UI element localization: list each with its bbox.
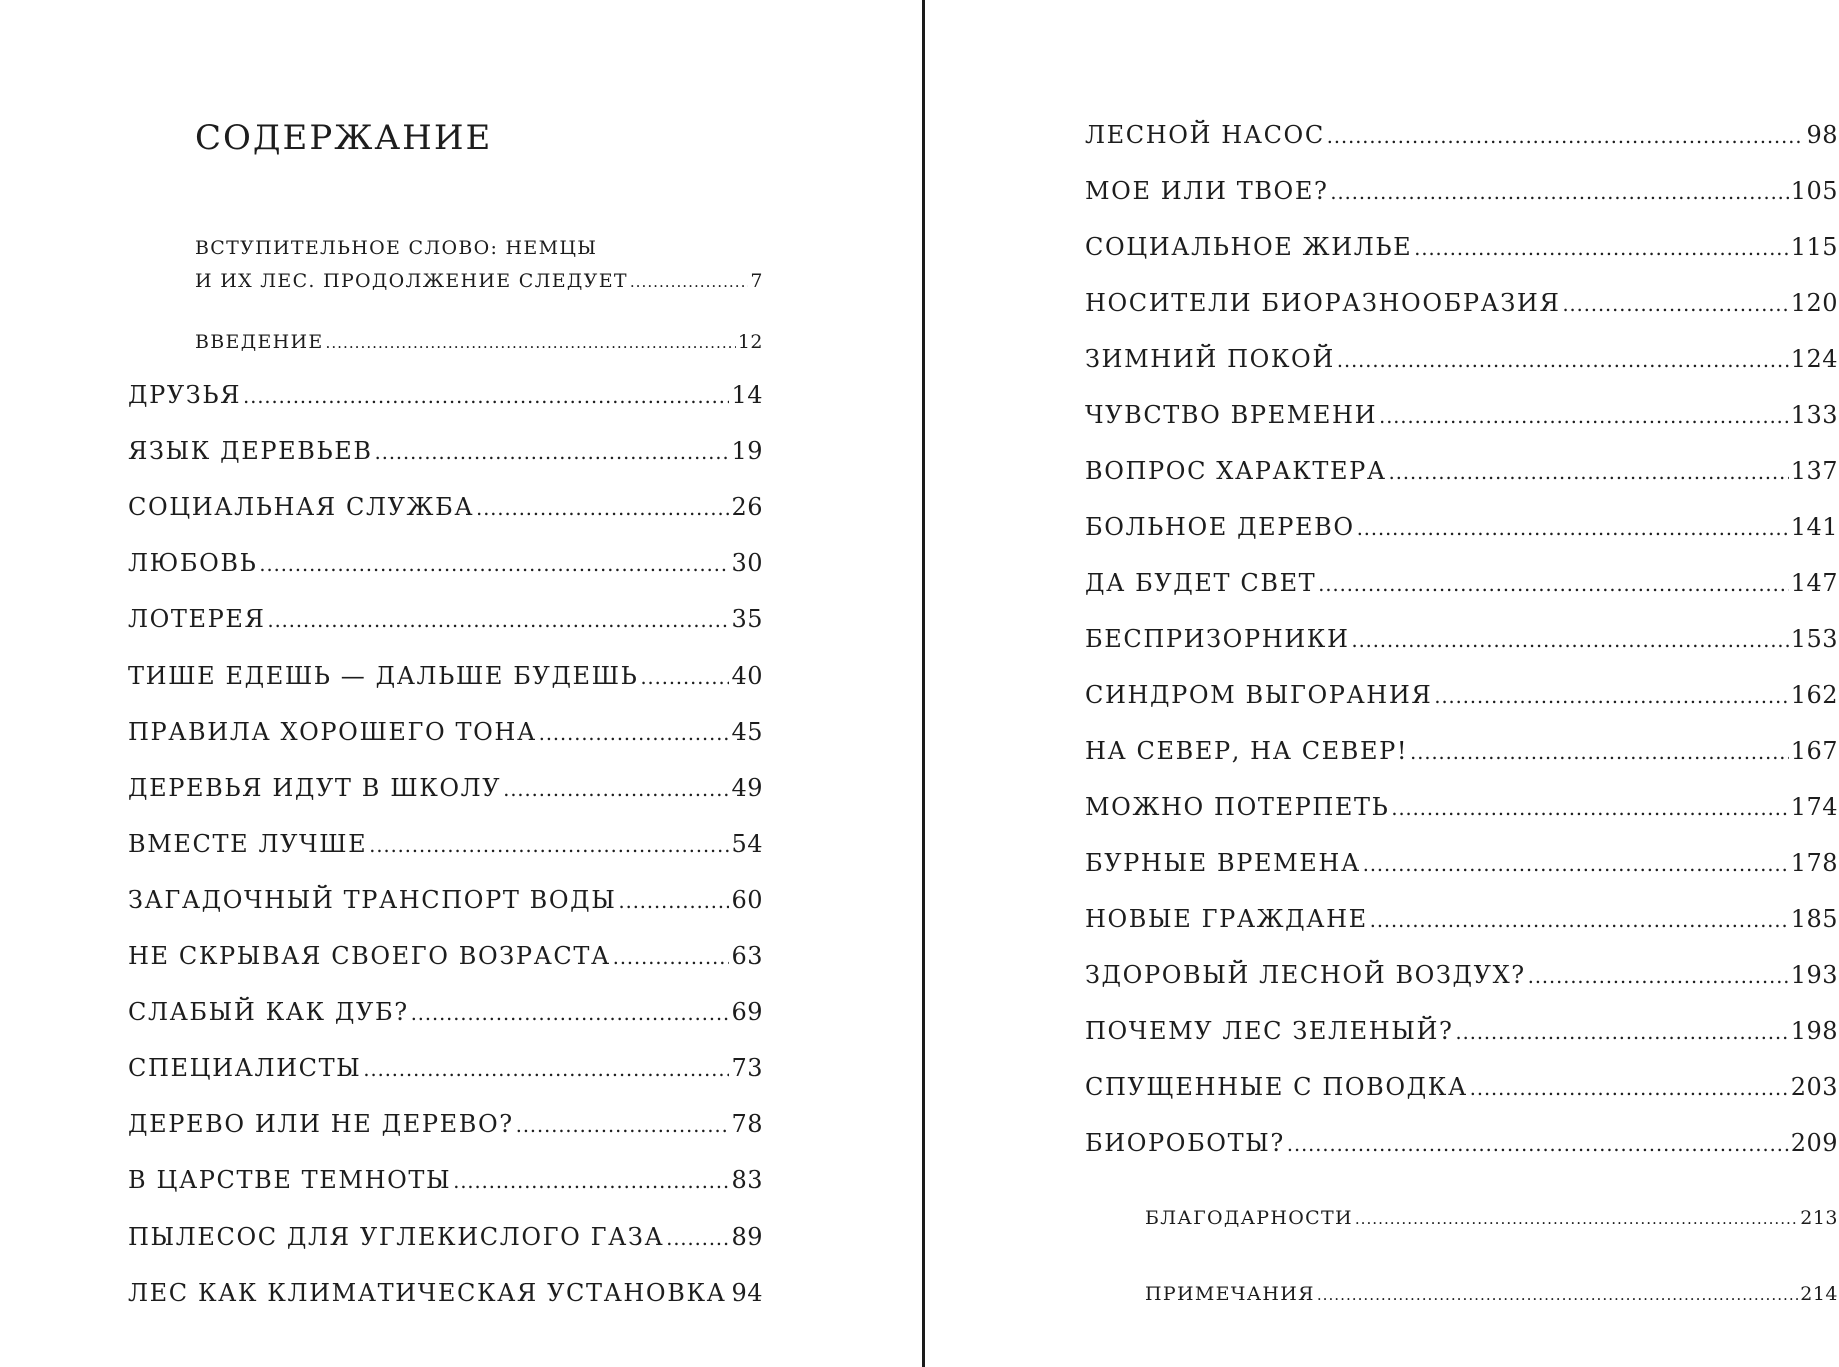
toc-entry-page: 133 (1790, 401, 1838, 429)
dot-leader (1562, 290, 1788, 320)
toc-entry-page: 83 (731, 1166, 763, 1195)
dot-leader (1389, 458, 1789, 488)
toc-entry-page: 174 (1790, 793, 1838, 821)
toc-entry-title: ЗДОРОВЫЙ ЛЕСНОЙ ВОЗДУХ? (1085, 961, 1526, 989)
toc-entry-title: ПЫЛЕСОС ДЛЯ УГЛЕКИСЛОГО ГАЗА (128, 1222, 665, 1251)
toc-entry-page: 193 (1790, 961, 1838, 989)
dot-leader (1317, 1280, 1798, 1310)
toc-entry-title: ЧУВСТВО ВРЕМЕНИ (1085, 401, 1378, 429)
toc-entry-title: ВВЕДЕНИЕ (195, 331, 324, 353)
toc-entry-title: БОЛЬНОЕ ДЕРЕВО (1085, 513, 1355, 541)
toc-entry (128, 380, 763, 412)
toc-entry-page: 124 (1790, 345, 1838, 373)
toc-entry-title: В ЦАРСТВЕ ТЕМНОТЫ (128, 1166, 452, 1195)
dot-leader (1470, 1074, 1789, 1104)
toc-entry-page: 198 (1790, 1017, 1838, 1045)
toc-entry (128, 829, 763, 861)
dot-leader (666, 1224, 729, 1254)
dot-leader (476, 494, 729, 524)
toc-entry-title: МОЖНО ПОТЕРПЕТЬ (1085, 793, 1390, 821)
toc-entry-page: 78 (731, 1110, 763, 1139)
toc-entry-title: БЛАГОДАРНОСТИ (1145, 1207, 1353, 1229)
toc-entry (1085, 232, 1838, 264)
toc-entry (1085, 624, 1838, 656)
toc-entry-page: 60 (731, 885, 763, 914)
toc-entry-title: СОЦИАЛЬНОЕ ЖИЛЬЕ (1085, 233, 1413, 261)
toc-entry (1085, 456, 1838, 488)
toc-entry-title: НОСИТЕЛИ БИОРАЗНООБРАЗИЯ (1085, 289, 1561, 317)
toc-entry (128, 941, 763, 973)
dot-leader (1351, 626, 1788, 656)
toc-entry-title: ТИШЕ ЕДЕШЬ — ДАЛЬШЕ БУДЕШЬ (128, 661, 639, 690)
toc-entry-title: ЛЕС КАК КЛИМАТИЧЕСКАЯ УСТАНОВКА (128, 1278, 727, 1307)
toc-entry-page: 213 (1800, 1207, 1838, 1229)
toc-entry-page: 137 (1790, 457, 1838, 485)
dot-leader (1370, 906, 1789, 936)
toc-entry-page: 209 (1790, 1129, 1838, 1157)
dot-leader (1287, 1130, 1789, 1160)
toc-entry (1085, 288, 1838, 320)
dot-leader (1410, 738, 1789, 768)
dot-leader (1327, 122, 1805, 152)
toc-entry (128, 773, 763, 805)
toc-entry-page: 185 (1790, 905, 1838, 933)
toc-entry (1085, 568, 1838, 600)
toc-entry (1085, 1128, 1838, 1160)
dot-leader (453, 1167, 729, 1197)
dot-leader (1363, 850, 1789, 880)
toc-entry-title: СОЦИАЛЬНАЯ СЛУЖБА (128, 493, 475, 522)
toc-entry-title: ПОЧЕМУ ЛЕС ЗЕЛЕНЫЙ? (1085, 1017, 1454, 1045)
toc-entry-title: ДРУЗЬЯ (128, 381, 242, 409)
toc-entry-title: ДА БУДЕТ СВЕТ (1085, 569, 1317, 597)
dot-leader (363, 1055, 729, 1085)
dot-leader (630, 267, 749, 297)
toc-entry-title: МОЕ ИЛИ ТВОЕ? (1085, 177, 1329, 205)
dot-leader (1337, 346, 1789, 376)
toc-entry-title: СПЕЦИАЛИСТЫ (128, 1054, 362, 1083)
toc-entry (1085, 512, 1838, 544)
toc-entry-page: 54 (731, 829, 763, 858)
toc-entry-page: 147 (1790, 569, 1838, 597)
toc-entry-page: 115 (1790, 233, 1838, 261)
toc-entry-page: 162 (1790, 681, 1838, 709)
toc-entry-title: ПРИМЕЧАНИЯ (1145, 1283, 1315, 1305)
toc-entry (128, 717, 763, 749)
toc-entry-page: 178 (1790, 849, 1838, 877)
toc-entry-title: ЗИМНИЙ ПОКОЙ (1085, 345, 1335, 373)
toc-entry (128, 1278, 763, 1310)
toc-entry-title: БУРНЫЕ ВРЕМЕНА (1085, 849, 1361, 877)
toc-entry (1085, 960, 1838, 992)
toc-entry (128, 1109, 763, 1141)
toc-entry-page: 12 (737, 331, 763, 353)
dot-leader (1379, 402, 1789, 432)
dot-leader (267, 606, 729, 636)
toc-entry-page: 203 (1790, 1073, 1838, 1101)
toc-entry-page: 14 (731, 381, 763, 409)
toc-entry-title: ЛОТЕРЕЯ (128, 605, 266, 634)
dot-leader (243, 382, 729, 412)
dot-leader (1330, 178, 1788, 208)
toc-entry-intro (195, 266, 763, 297)
toc-entry-page: 40 (731, 661, 763, 690)
toc-entry (128, 1165, 763, 1197)
toc-entry-page: 7 (750, 270, 763, 292)
toc-entry-title: СПУЩЕННЫЕ С ПОВОДКА (1085, 1073, 1468, 1101)
toc-entry (1085, 736, 1838, 768)
toc-entry-page: 63 (731, 942, 763, 970)
toc-entry-title: ДЕРЕВЬЯ ИДУТ В ШКОЛУ (128, 773, 502, 802)
toc-entry (128, 1053, 763, 1085)
toc-entry-title: ЯЗЫК ДЕРЕВЬЕВ (128, 437, 373, 466)
dot-leader (1357, 514, 1789, 544)
toc-entry-page: 94 (731, 1278, 763, 1307)
toc-entry (128, 997, 763, 1029)
toc-entry-title: ЗАГАДОЧНЫЙ ТРАНСПОРТ ВОДЫ (128, 885, 617, 914)
toc-entry-title: СИНДРОМ ВЫГОРАНИЯ (1085, 681, 1433, 709)
toc-entry (1085, 680, 1838, 712)
toc-entry (1085, 904, 1838, 936)
toc-entry-title: НЕ СКРЫВАЯ СВОЕГО ВОЗРАСТА (128, 942, 611, 970)
toc-entry-title: БИОРОБОТЫ? (1085, 1129, 1285, 1157)
toc-entry (128, 604, 763, 636)
dot-leader (728, 1280, 729, 1310)
dot-leader (619, 887, 730, 917)
toc-entry (1145, 1279, 1838, 1310)
toc-entry-page: 141 (1790, 513, 1838, 541)
toc-entry (1085, 344, 1838, 376)
toc-entry-title: ЛЮБОВЬ (128, 549, 258, 578)
page-title: СОДЕРЖАНИЕ (195, 118, 493, 158)
toc-entry-page: 26 (731, 493, 763, 522)
toc-entry-page: 35 (731, 605, 763, 634)
toc-entry-page: 98 (1806, 121, 1838, 149)
toc-entry-page: 89 (731, 1222, 763, 1251)
dot-leader (539, 719, 730, 749)
toc-entry-page: 73 (731, 1054, 763, 1083)
toc-entry-page: 30 (731, 549, 763, 578)
dot-leader (1414, 234, 1788, 264)
toc-entry-page: 105 (1790, 177, 1838, 205)
dot-leader (640, 663, 729, 693)
toc-entry-title: ВОПРОС ХАРАКТЕРА (1085, 457, 1387, 485)
dot-leader (1391, 794, 1788, 824)
dot-leader (516, 1111, 730, 1141)
toc-entry-page: 45 (731, 717, 763, 746)
dot-leader (375, 438, 730, 468)
dot-leader (1434, 682, 1788, 712)
toc-entry-title: ВМЕСТЕ ЛУЧШЕ (128, 829, 368, 858)
toc-entry (128, 492, 763, 524)
right-page (925, 0, 1839, 1367)
toc-entry-page: 120 (1790, 289, 1838, 317)
toc-entry-page: 19 (731, 437, 763, 466)
toc-entry (1085, 1072, 1838, 1104)
toc-entry-page: 153 (1790, 625, 1838, 653)
toc-entry-title: НОВЫЕ ГРАЖДАНЕ (1085, 905, 1368, 933)
toc-entry-page: 167 (1790, 737, 1838, 765)
toc-entry (128, 548, 763, 580)
dot-leader (1456, 1018, 1789, 1048)
toc-entry-title: ЛЕСНОЙ НАСОС (1085, 121, 1325, 149)
dot-leader (1355, 1204, 1798, 1234)
toc-entry (128, 436, 763, 468)
dot-leader (613, 943, 730, 973)
toc-entry (1085, 792, 1838, 824)
toc-entry-title: И ИХ ЛЕС. ПРОДОЛЖЕНИЕ СЛЕДУЕТ (195, 270, 628, 292)
toc-entry (1085, 848, 1838, 880)
toc-entry-title: НА СЕВЕР, НА СЕВЕР! (1085, 737, 1409, 765)
dot-leader (259, 550, 729, 580)
intro-title-line1: ВСТУПИТЕЛЬНОЕ СЛОВО: НЕМЦЫ (195, 237, 598, 259)
toc-entry (1145, 1203, 1838, 1234)
dot-leader (411, 999, 730, 1029)
toc-entry-title: ДЕРЕВО ИЛИ НЕ ДЕРЕВО? (128, 1110, 514, 1139)
dot-leader (1528, 962, 1789, 992)
toc-entry (128, 1222, 763, 1254)
toc-entry (1085, 176, 1838, 208)
dot-leader (503, 775, 729, 805)
toc-entry (1085, 1016, 1838, 1048)
toc-entry (128, 661, 763, 693)
toc-entry-page: 49 (731, 773, 763, 802)
toc-entry (195, 327, 763, 358)
toc-entry (1085, 120, 1838, 152)
toc-entry-page: 214 (1800, 1283, 1838, 1305)
toc-entry (1085, 400, 1838, 432)
dot-leader (326, 328, 736, 358)
dot-leader (369, 831, 729, 861)
dot-leader (1318, 570, 1788, 600)
toc-entry-title: БЕСПРИЗОРНИКИ (1085, 625, 1350, 653)
toc-entry-title: ПРАВИЛА ХОРОШЕГО ТОНА (128, 717, 537, 746)
toc-entry (128, 885, 763, 917)
toc-entry-title: СЛАБЫЙ КАК ДУБ? (128, 998, 409, 1027)
toc-entry-page: 69 (731, 998, 763, 1027)
